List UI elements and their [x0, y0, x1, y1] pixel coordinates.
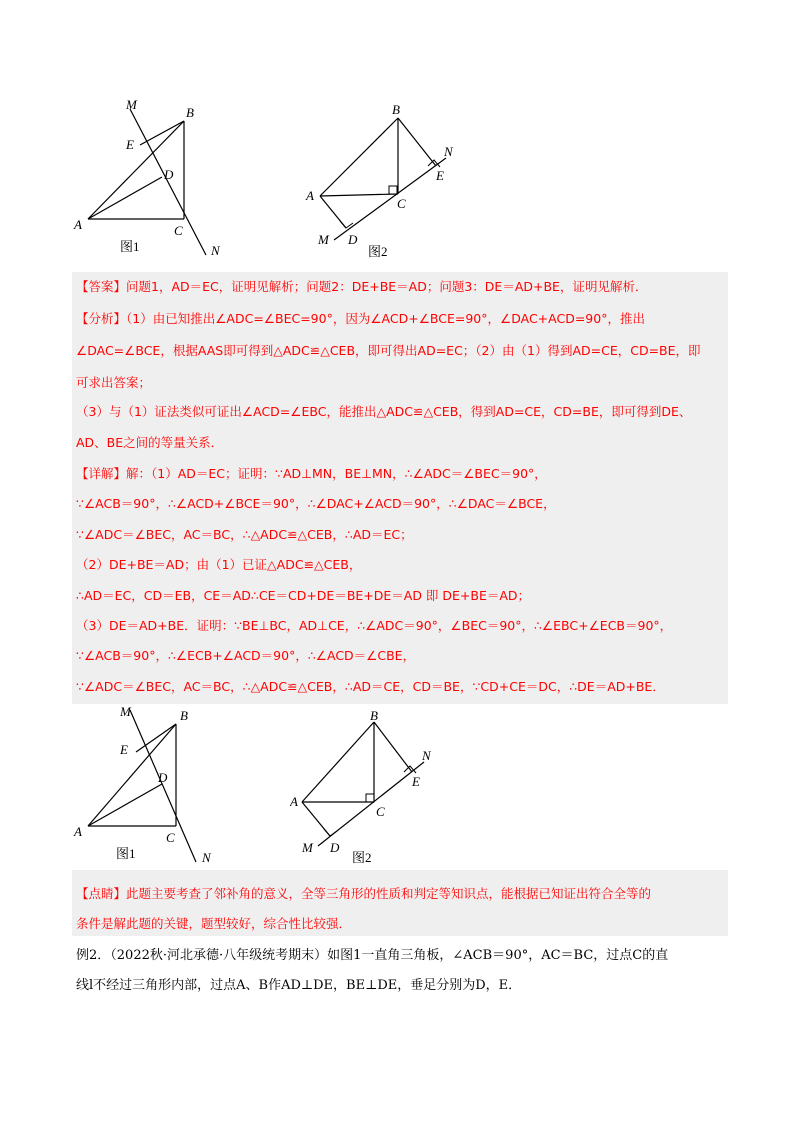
answer-line: 【答案】问题1，AD＝EC，证明见解析；问题2：DE+BE＝AD；问题3：DE＝AD+BE，证明见解析．	[76, 279, 648, 294]
label-D: D	[348, 232, 358, 247]
detail-line-7: ∵∠ACB＝90°，∴∠ECB+∠ACD＝90°，∴∠ACD＝∠CBE，	[76, 648, 416, 663]
label-A: A	[306, 188, 314, 203]
detail-line-2: ∵∠ACB＝90°，∴∠ACD+∠BCE＝90°，∴∠DAC+∠ACD＝90°，∴∠DAC＝∠BCE，	[76, 496, 556, 511]
label-M: M	[120, 704, 131, 719]
detail-line-8: ∵∠ADC＝∠BEC，AC＝BC，∴△ADC≌△CEB，∴AD＝CE，CD＝BE，∵CD+CE＝DC，∴DE＝AD+BE．	[76, 679, 665, 694]
label-B: B	[186, 105, 194, 120]
detail-line-1: 【详解】解：（1）AD＝EC；证明：∵AD⊥MN，BE⊥MN，∴∠ADC＝∠BEC＝90°，	[76, 466, 547, 481]
label-E: E	[436, 168, 444, 183]
label-M: M	[318, 232, 329, 247]
detail-line-4: （2）DE+BE＝AD；由（1）已证△ADC≌△CEB，	[76, 557, 362, 572]
figure-top-2	[300, 100, 470, 270]
label-N: N	[444, 144, 453, 159]
detail-line-5: ∴AD＝EC，CD＝EB，CE＝AD∴CE＝CD+DE＝BE+DE＝AD 即 DE+BE＝AD；	[76, 588, 531, 603]
label-E: E	[126, 137, 134, 152]
label-D: D	[158, 770, 168, 785]
figure-bottom-2	[290, 706, 460, 876]
label-B: B	[180, 708, 188, 723]
analysis-line-1: 【分析】（1）由已知推出∠ADC=∠BEC=90°，因为∠ACD+∠BCE=90°，∠DAC+ACD=90°，推出	[76, 311, 645, 326]
label-C: C	[376, 804, 385, 819]
detail-line-6: （3）DE＝AD+BE．证明：∵BE⊥BC，AD⊥CE，∴∠ADC＝90°，∠BEC＝90°，∴∠EBC+∠ECB＝90°，	[76, 618, 673, 633]
label-C: C	[174, 223, 183, 238]
caption-fig1: 图1	[116, 846, 136, 861]
caption-fig2: 图2	[352, 850, 372, 865]
label-B: B	[392, 102, 400, 117]
label-A: A	[290, 794, 298, 809]
label-D: D	[164, 167, 174, 182]
label-N: N	[211, 243, 220, 258]
label-D: D	[330, 840, 340, 855]
label-E: E	[120, 742, 128, 757]
label-A: A	[74, 824, 82, 839]
analysis-line-3: 可求出答案；	[76, 375, 152, 390]
label-N: N	[202, 850, 211, 865]
label-M: M	[126, 97, 137, 112]
caption-fig2: 图2	[368, 244, 388, 259]
label-C: C	[397, 196, 406, 211]
analysis-line-4: （3）与（1）证法类似可证出∠ACD=∠EBC，能推出△ADC≌△CEB，得到AD=CE，CD=BE，即可得到DE、	[76, 404, 692, 419]
label-M: M	[302, 840, 313, 855]
label-C: C	[166, 830, 175, 845]
solution-shade-1	[72, 272, 728, 704]
figure-bottom-1	[70, 702, 240, 872]
label-B: B	[370, 708, 378, 723]
comment-line-2: 条件是解此题的关键，题型较好，综合性比较强．	[76, 916, 352, 931]
label-N: N	[422, 748, 431, 763]
comment-line-1: 【点睛】此题主要考查了邻补角的意义，全等三角形的性质和判定等知识点，能根据已知证出符合全等的	[76, 886, 652, 901]
example-line-2: 线l不经过三角形内部，过点A、B作AD⊥DE，BE⊥DE，垂足分别为D，E．	[76, 978, 522, 993]
caption-fig1: 图1	[120, 239, 140, 254]
label-E: E	[412, 774, 420, 789]
detail-line-3: ∵∠ADC＝∠BEC，AC＝BC，∴△ADC≌△CEB，∴AD＝EC；	[76, 527, 413, 542]
label-A: A	[74, 217, 82, 232]
example-line-1: 例2．（2022秋·河北承德·八年级统考期末）如图1一直角三角板，∠ACB＝90°，AC＝BC，过点C的直	[76, 948, 669, 963]
analysis-line-5: AD、BE之间的等量关系．	[76, 435, 224, 450]
figure-top-1	[70, 95, 240, 265]
analysis-line-2: ∠DAC=∠BCE，根据AAS即可得到△ADC≌△CEB，即可得出AD=EC；（2）由（1）得到AD=CE，CD=BE，即	[76, 343, 701, 358]
